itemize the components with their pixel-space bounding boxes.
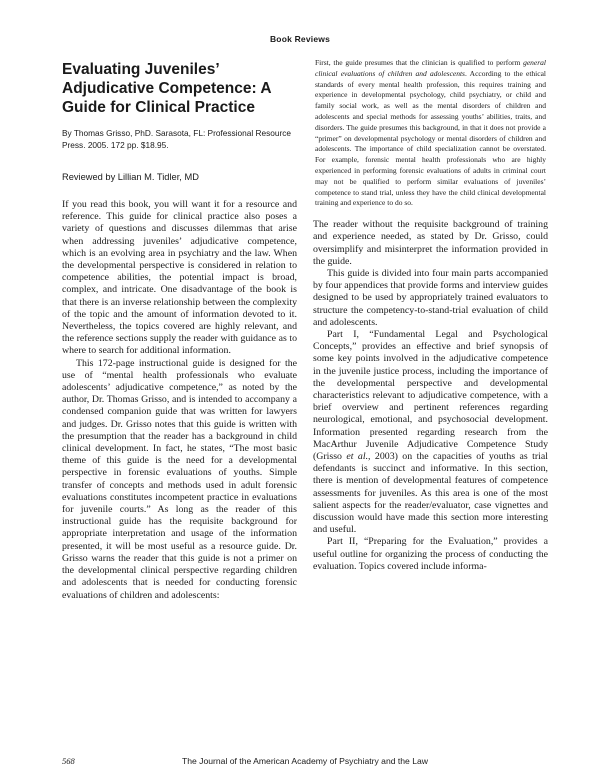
- body-text: , 2003) on the capacities of youths as trial defendants is succinct and informative. In this section, there is mention of developmental features of competence assessments for juveniles. As this area is one of the most salient aspects for the reader/evaluator, case vignettes and discussion would have made this section more interesting and useful.: [313, 451, 548, 536]
- body-paragraph: If you read this book, you will want it for a resource and reference. This guide for clinical practice also poses a variety of questions and discusses dilemmas that arise when addressing juveniles’ adjudicative competence, which is an evolving area in psychiatry and the law. When the developmental perspective is considered in relation to competence abilities, the potential impact is broad, complex, and intricate. One disadvantage of the book is that there is an inverse relationship between the complexity of the topic and the amount of information devoted to it. Nevertheless, the topics covered are highly relevant, and the reference sections supply the reader with guidance as to where to search for additional information.: [62, 199, 297, 357]
- left-column: [62, 60, 297, 602]
- quote-emphasis: general clinical evaluations of children and adolescents: [315, 58, 546, 78]
- body-paragraph: [313, 329, 548, 536]
- book-title: Evaluating Juveniles’ Adjudicative Competence: A Guide for Clinical Practice: [62, 61, 272, 116]
- reviewer-byline: Reviewed by Lillian M. Tidler, MD: [62, 172, 199, 182]
- journal-name: The Journal of the American Academy of Psychiatry and the Law: [181, 756, 428, 766]
- section-header: Book Reviews: [269, 34, 331, 44]
- page-footer: [62, 756, 548, 768]
- citation-emphasis: et al.: [346, 451, 369, 463]
- block-quote: [313, 58, 548, 209]
- page-number: 568: [62, 756, 75, 766]
- body-text: Part I, “Fundamental Legal and Psychological Concepts,” provides an effective and brief synopsis of some key points involved in the adjudicative competence in the juvenile justice process, including the importance of the developmental perspective and developmental characteristics relevant to adjudicative competence, with a brief overview and pertinent references regarding neurological, emotional, and psychosocial development. Information presented regarding research from the MacArthur Juvenile Adjudicative Competence Study (Grisso: [313, 328, 548, 463]
- book-citation: By Thomas Grisso, PhD. Sarasota, FL: Professional Resource Press. 2005. 172 pp. $18.95.: [62, 128, 292, 150]
- right-column: [313, 58, 548, 573]
- body-paragraph: The reader without the requisite background of training and experience needed, as stated by Dr. Grisso, could oversimplify and misinterpret the information provided in the guide.: [313, 219, 548, 267]
- body-paragraph: This 172-page instructional guide is designed for the use of “mental health professionals who evaluate adolescents’ adjudicative competence,” as noted by the author, Dr. Thomas Grisso, and is intended to accompany a condensed companion guide that was written for lawyers and judges. Dr. Grisso notes that this guide is written with the presumption that the reader has a background in child clinical development. In fact, he states, “The most basic theme of this guide is the need for a developmental perspective in forensic evaluations of youths. Simple transfer of concepts and methods used in adult forensic evaluations constitutes incompetent practice in evaluations for juvenile courts.” As long as the reader of this instructional guide has the requisite background for appropriate interpretation and usage of the information presented, it will be most useful as a resource guide. Dr. Grisso warns the reader that this guide is not a primer on the developmental clinical perspective regarding children and adolescents that is needed for conducting forensic evaluations of children and adolescents:: [62, 357, 297, 601]
- quote-text: First, the guide presumes that the clinician is qualified to perform: [315, 58, 524, 67]
- quote-text: . According to the ethical standards of every mental health profession, this requires training and experience in developmental psychology, child psychiatry, or child and family social work, as well as the mental disorders of children and adolescents and special methods for assessing youths’ abilities, traits, and disorders. The guide presumes this background, in that it does not provide a “primer” on developmental psychology or mental disorders of children and adolescents. The importance of child specialization cannot be overstated. For example, forensic mental health professionals who are highly experienced in performing forensic evaluations of adults in criminal court may not be qualified to perform similar evaluations of juveniles’ competence to stand trial, unless they have the child clinical developmental training and experience to do so.: [315, 68, 546, 208]
- body-paragraph: This guide is divided into four main parts accompanied by four appendices that provide forms and interview guides designed to be used by appropriately trained evaluators to structure the competency-to-stand-trial evaluation of child and adolescents.: [313, 267, 548, 328]
- body-paragraph: Part II, “Preparing for the Evaluation,” provides a useful outline for organizing the process of conducting the evaluation. Topics covered include informa-: [313, 536, 548, 572]
